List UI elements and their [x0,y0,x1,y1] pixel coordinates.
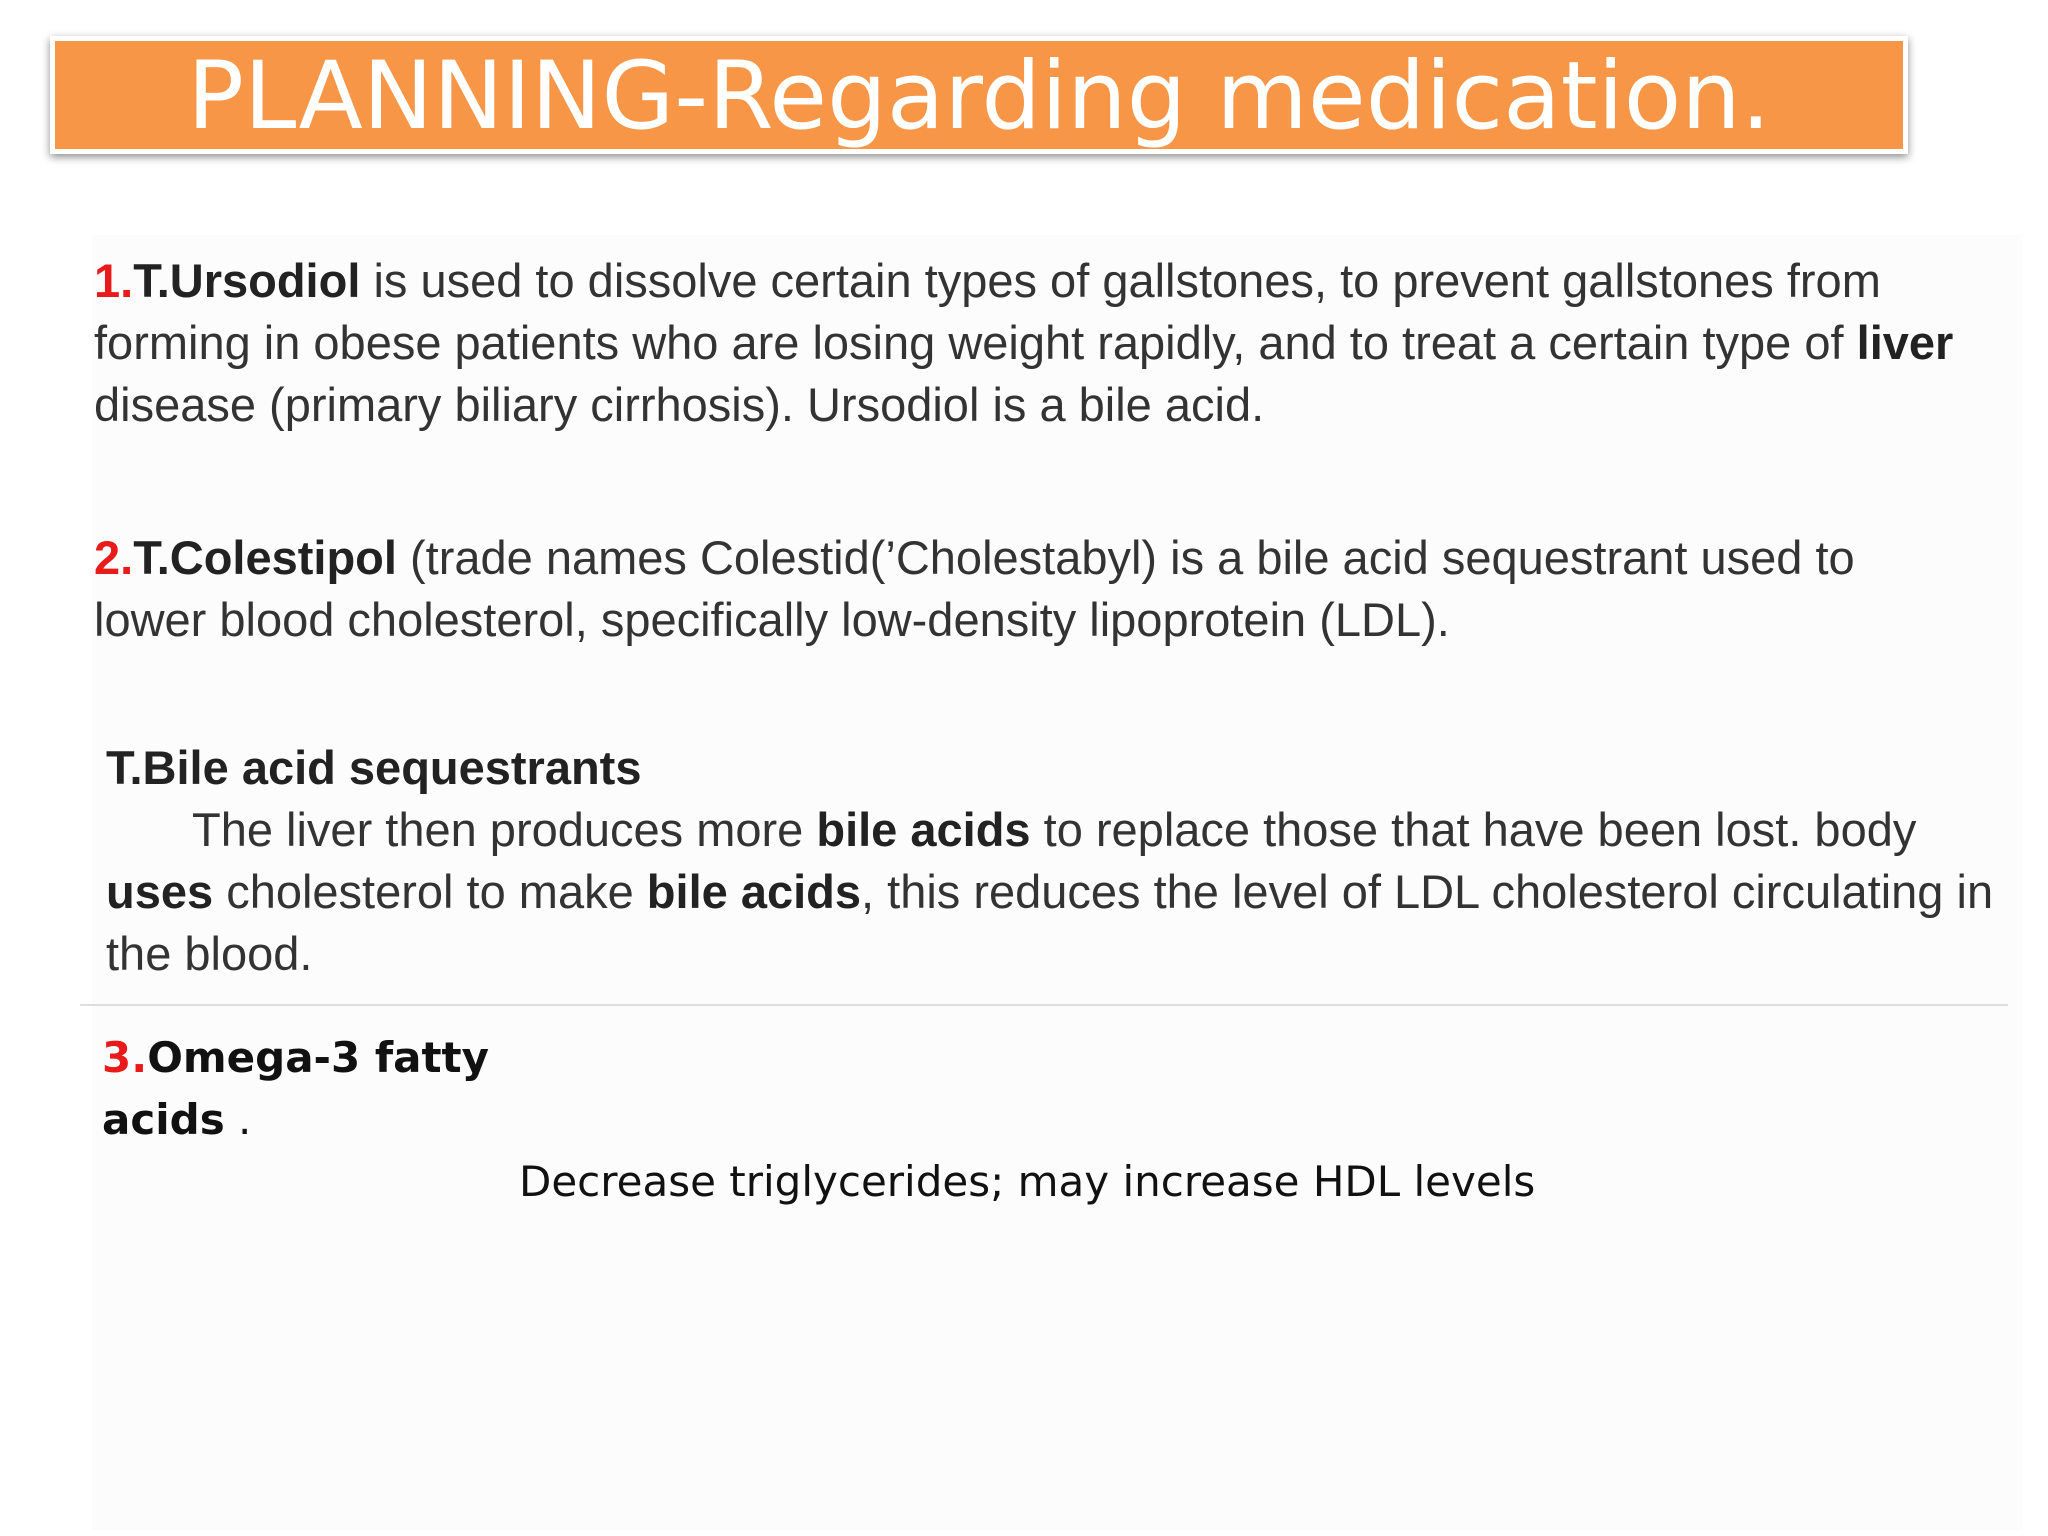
item-ursodiol [94,250,1974,436]
section-divider [80,1004,2008,1006]
slide-title [50,36,1908,154]
item-number: 3. [102,1033,148,1082]
item-number: 1. [94,254,134,307]
item-text: is used to dissolve certain types of gallstones, to prevent gallstones from forming in obese patients who are losing weight rapidly, and to treat a certain type of [94,254,1881,369]
drug-name: Omega-3 fatty acids [102,1033,489,1144]
section-text: cholesterol to make [213,865,647,918]
section-heading: T.Bile acid sequestrants [106,741,642,794]
bold-term: bile acids [646,865,862,918]
omega-3-description: Decrease triglycerides; may increase HDL levels [519,1157,1536,1206]
section-text: , this reduces the level of LDL cholesterol circulating in the blood. [106,865,1994,980]
item-number: 2. [94,531,134,584]
drug-name: T.Ursodiol [133,254,361,307]
section-body [106,799,2006,985]
drug-name: T.Colestipol [133,531,397,584]
item-colestipol [94,527,1974,651]
bold-term: uses [106,865,214,918]
slide-title-text: PLANNING-Regarding medication. [187,42,1771,151]
bile-acid-section [106,737,2006,985]
item-suffix: . [224,1095,252,1144]
item-text: (trade names Colestid(’Cholestabyl) is a bile acid sequestrant used to lower blood cholesterol, specifically low-density lipoprotein (LDL). [94,531,1855,646]
item-text: disease (primary biliary cirrhosis). Ursodiol is a bile acid. [94,378,1265,431]
bold-term: liver [1856,316,1954,369]
item-omega-3 [102,1027,522,1151]
section-text: to replace those that have been lost. body [1030,803,1917,856]
bold-term: bile acids [816,803,1031,856]
section-text: The liver then produces more [192,803,817,856]
